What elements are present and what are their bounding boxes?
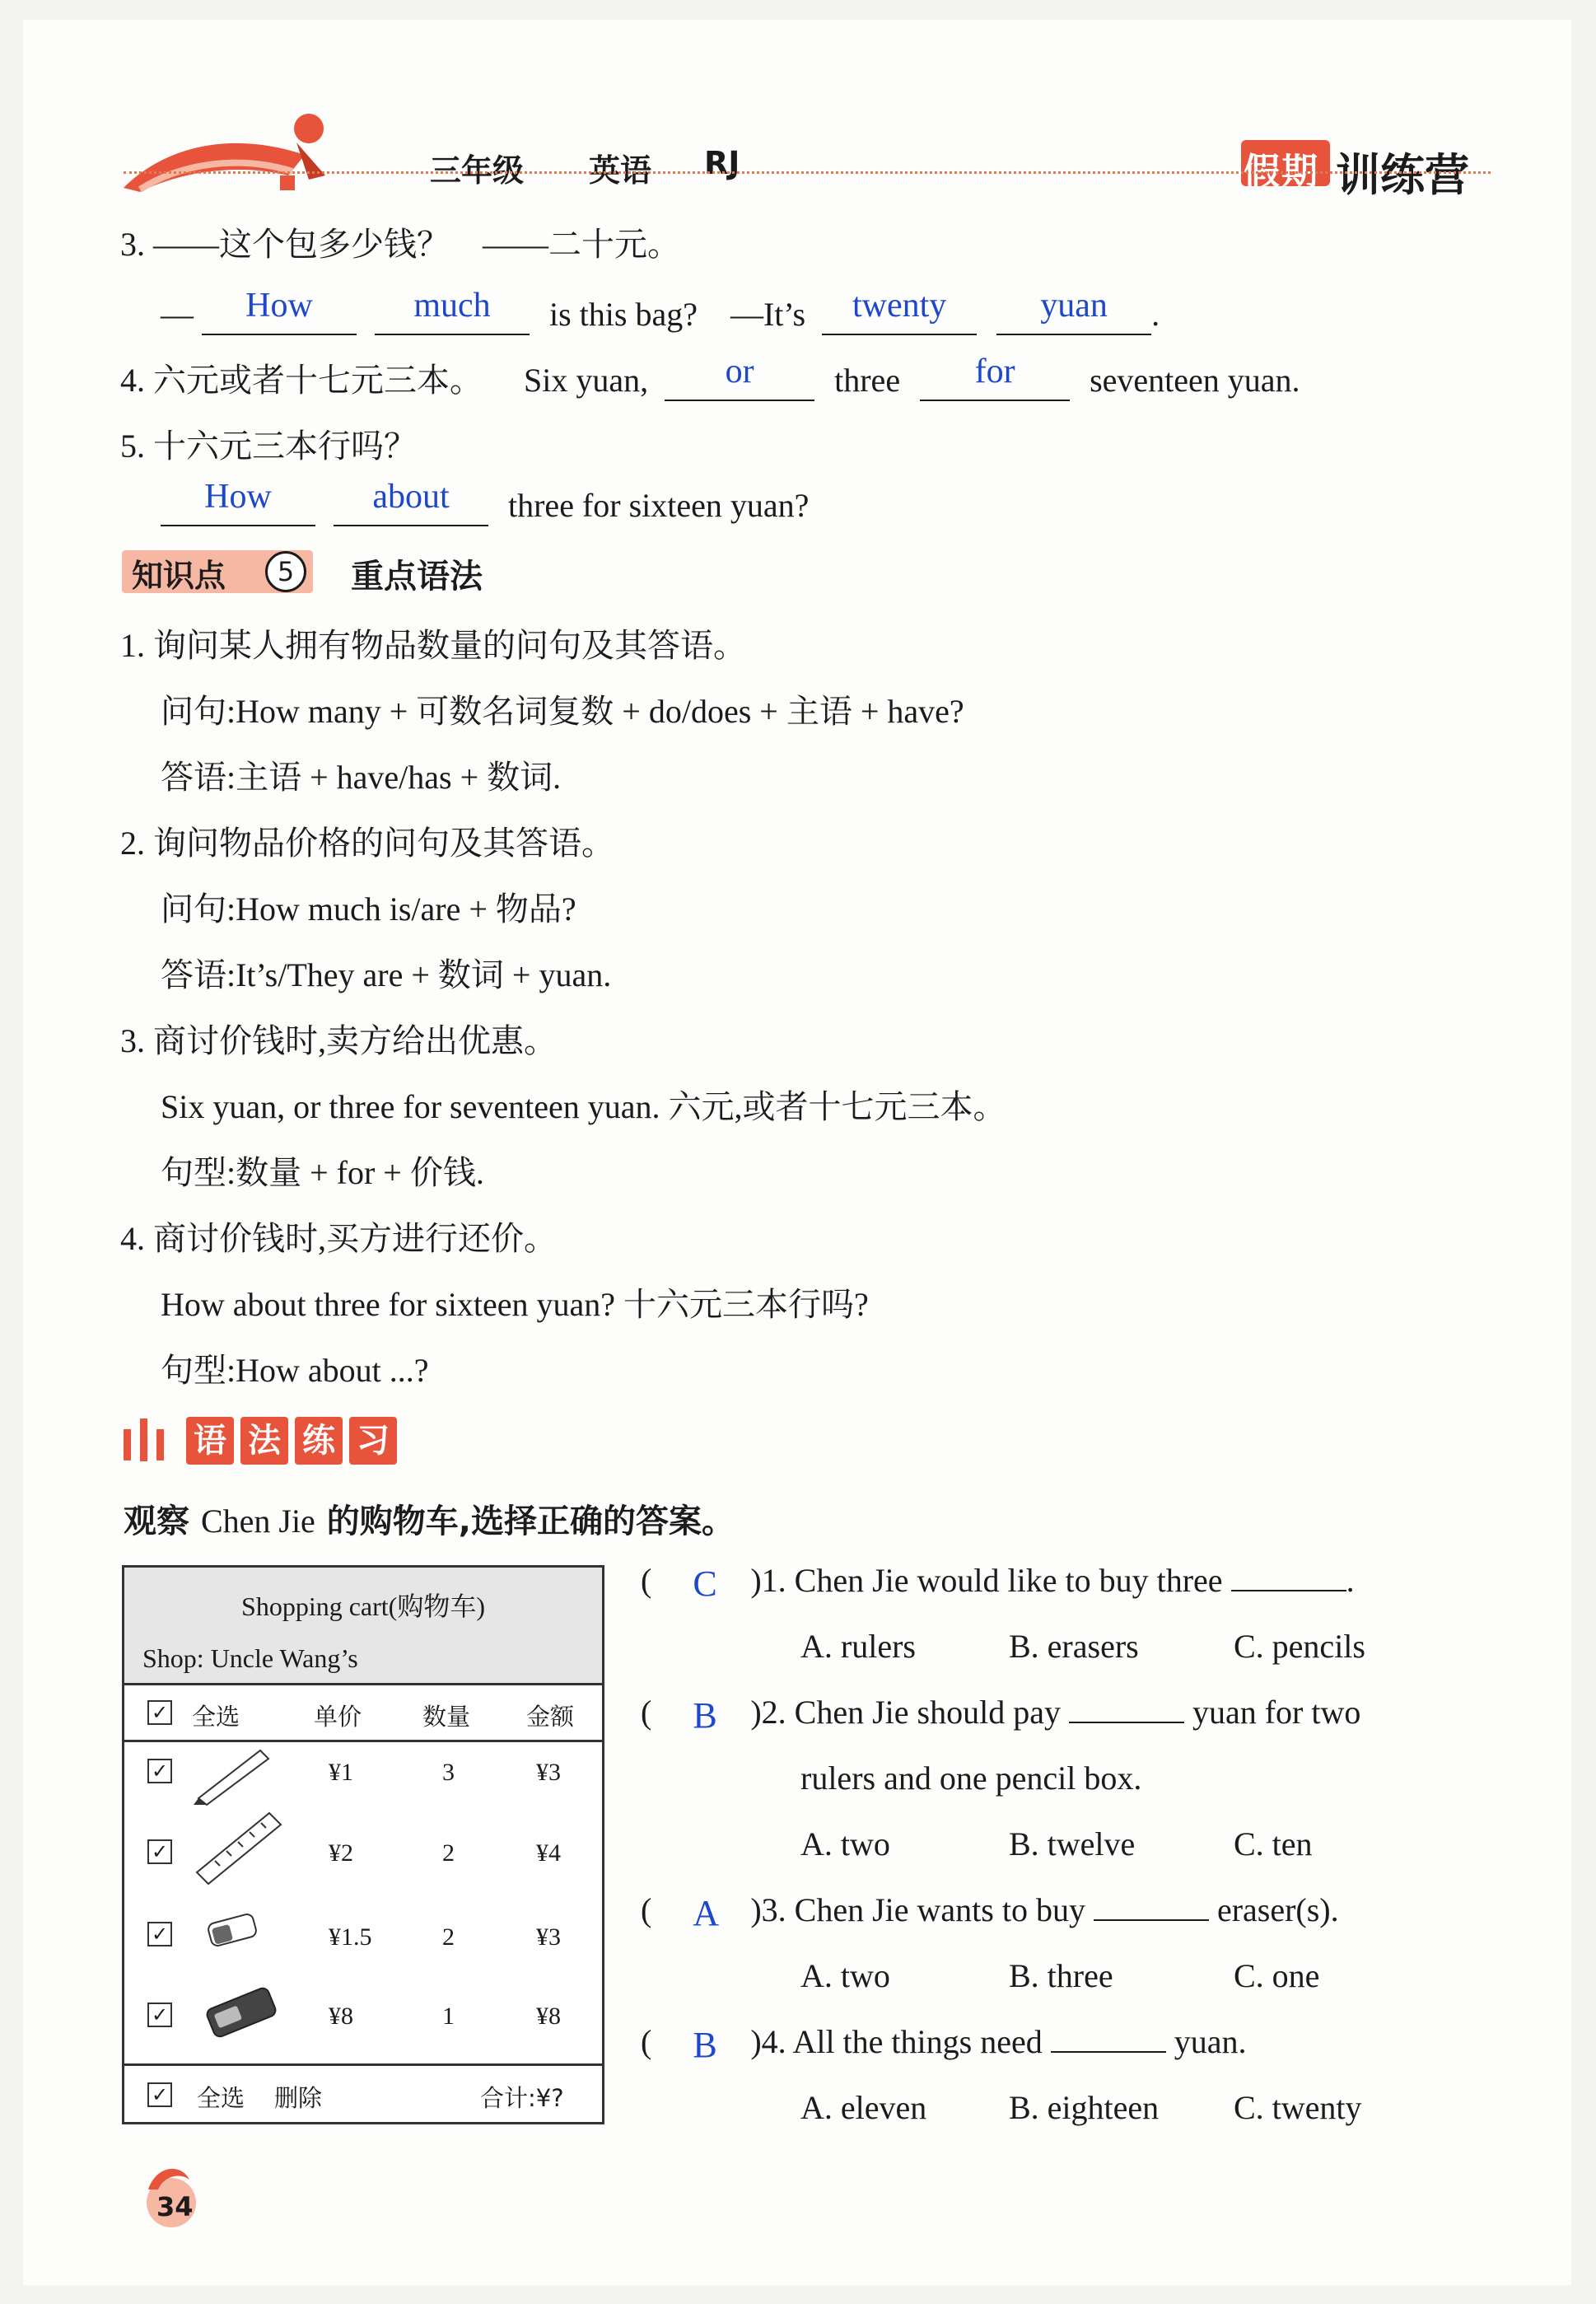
q4-line xyxy=(120,354,1300,401)
answer-slot xyxy=(651,1561,750,1604)
answer: yuan xyxy=(1040,287,1108,325)
question-4 xyxy=(641,2022,1247,2065)
question-text: yuan for two xyxy=(1192,1694,1361,1731)
instruction-name: Chen Jie xyxy=(200,1503,315,1540)
option: A. two xyxy=(800,1957,890,1994)
answer: B xyxy=(693,1695,717,1736)
dash: — xyxy=(161,296,194,333)
blank xyxy=(822,287,977,335)
kp-line: 句型:How about ...? xyxy=(161,1352,429,1389)
eraser-icon xyxy=(203,1907,268,1953)
answer: about xyxy=(372,478,450,516)
quantity: 3 xyxy=(442,1759,455,1786)
brand-title: 训练营 xyxy=(1336,149,1469,201)
cart-total: 合计:¥? xyxy=(480,2084,564,2112)
blank xyxy=(1069,1722,1184,1723)
answer: twenty xyxy=(852,287,947,325)
price: ¥1 xyxy=(329,1759,353,1786)
section-char: 习 xyxy=(349,1417,397,1465)
q3-english xyxy=(161,288,1160,335)
question-text: )3. Chen Jie wants to buy xyxy=(750,1891,1085,1928)
answer: B xyxy=(693,2025,717,2065)
price: ¥1.5 xyxy=(329,1923,372,1951)
cart-title: Shopping cart(购物车) xyxy=(241,1591,485,1621)
q3-chinese: 3. ——这个包多少钱？ ——二十元。 xyxy=(120,226,680,263)
answer: for xyxy=(974,353,1015,390)
answer: How xyxy=(245,287,313,325)
question-2 xyxy=(641,1693,1361,1736)
section-char: 练 xyxy=(295,1417,343,1465)
section-char: 语 xyxy=(186,1417,234,1465)
amount: ¥4 xyxy=(536,1839,561,1867)
cart-shop: Shop: Uncle Wang’s xyxy=(142,1643,358,1673)
q3-mid-text: is this bag? —It’s xyxy=(549,296,806,333)
pencil-icon xyxy=(190,1741,281,1806)
knowledge-title: 重点语法 xyxy=(351,558,483,596)
answer: much xyxy=(413,287,491,325)
item-checkbox[interactable]: ✓ xyxy=(147,1759,172,1783)
question-text: )4. All the things need xyxy=(750,2023,1043,2060)
option: B. three xyxy=(1009,1957,1113,1994)
knowledge-number: 5 xyxy=(265,551,306,592)
open-paren: ( xyxy=(641,2023,652,2060)
amount: ¥3 xyxy=(536,1759,561,1786)
question-text: )1. Chen Jie would like to buy three xyxy=(750,1562,1223,1599)
kp-line: How about three for sixteen yuan? 十六元三本行吗? xyxy=(161,1286,869,1323)
open-paren: ( xyxy=(641,1562,652,1599)
option: B. erasers xyxy=(1009,1628,1139,1665)
open-paren: ( xyxy=(641,1694,652,1731)
blank xyxy=(161,478,315,526)
column-qty: 数量 xyxy=(422,1703,471,1731)
kp-heading-3: 3. 商讨价钱时,卖方给出优惠。 xyxy=(120,1022,557,1059)
kp-line: Six yuan, or three for seventeen yuan. 六元,或者十七元三本。 xyxy=(161,1088,1006,1125)
q4-end: seventeen yuan. xyxy=(1090,362,1300,399)
option: C. pencils xyxy=(1234,1628,1365,1665)
answer: C xyxy=(693,1563,717,1604)
column-select-all: 全选 xyxy=(192,1703,240,1731)
practice-instruction xyxy=(124,1495,735,1542)
blank xyxy=(1231,1590,1346,1591)
blank xyxy=(665,353,814,401)
open-paren: ( xyxy=(641,1891,652,1928)
column-amount: 金额 xyxy=(526,1703,575,1731)
select-all-checkbox[interactable]: ✓ xyxy=(147,1700,172,1725)
blank xyxy=(334,478,488,526)
option: B. twelve xyxy=(1009,1825,1136,1862)
question-text: )2. Chen Jie should pay xyxy=(750,1694,1061,1731)
q4-mid: three xyxy=(834,362,901,399)
instruction-part: 的购物车,选择正确的答案。 xyxy=(326,1503,735,1540)
blank xyxy=(375,287,530,335)
page-number: 34 xyxy=(156,2191,194,2222)
question-1 xyxy=(641,1561,1355,1604)
quantity: 2 xyxy=(442,1923,455,1951)
amount: ¥3 xyxy=(536,1923,561,1951)
amount: ¥8 xyxy=(536,2003,561,2030)
cart-header xyxy=(124,1568,602,1685)
footer-select-all-checkbox[interactable]: ✓ xyxy=(147,2082,172,2107)
q5-end: three for sixteen yuan? xyxy=(508,487,810,524)
option: C. twenty xyxy=(1234,2089,1362,2126)
cart-columns xyxy=(124,1685,602,1742)
kp-line: 答语:It’s/They are + 数词 + yuan. xyxy=(161,956,612,993)
knowledge-label: 知识点 xyxy=(132,558,226,594)
delete-button[interactable]: 删除 xyxy=(274,2084,323,2112)
question-text: eraser(s). xyxy=(1216,1891,1339,1928)
item-checkbox[interactable]: ✓ xyxy=(147,2003,172,2027)
q4-pre: Six yuan, xyxy=(524,362,649,399)
blank xyxy=(1051,2051,1166,2053)
quantity: 1 xyxy=(442,2003,455,2030)
kp-line: 句型:数量 + for + 价钱. xyxy=(161,1154,484,1191)
edition-label: RJ xyxy=(704,145,740,181)
answer: How xyxy=(204,478,272,516)
q5-english xyxy=(161,478,810,526)
item-checkbox[interactable]: ✓ xyxy=(147,1839,172,1864)
option: A. eleven xyxy=(800,2089,927,2126)
item-checkbox[interactable]: ✓ xyxy=(147,1922,172,1946)
kp-heading-4: 4. 商讨价钱时,买方进行还价。 xyxy=(120,1220,557,1257)
kp-heading-2: 2. 询问物品价格的问句及其答语。 xyxy=(120,825,614,862)
question-3 xyxy=(641,1890,1339,1933)
answer-slot xyxy=(651,2022,750,2065)
kp-line: 答语:主语 + have/has + 数词. xyxy=(161,759,562,796)
grade-label: 三年级 xyxy=(430,152,525,189)
answer-slot xyxy=(651,1890,750,1933)
brand-highlight: 假期 xyxy=(1244,151,1319,193)
q5-chinese: 5. 十六元三本行吗？ xyxy=(120,428,417,465)
kp-line: 问句:How much is/are + 物品? xyxy=(161,890,576,928)
option: A. two xyxy=(800,1825,890,1862)
footer-select-all[interactable]: 全选 xyxy=(197,2084,245,2112)
header-divider xyxy=(124,171,1491,174)
answer: A xyxy=(693,1893,720,1933)
q4-chinese: 4. 六元或者十七元三本。 xyxy=(120,362,483,399)
subject-label: 英语 xyxy=(589,152,652,189)
ruler-icon xyxy=(190,1806,289,1889)
blank xyxy=(202,287,357,335)
blank xyxy=(1094,1919,1209,1921)
price: ¥8 xyxy=(329,2003,353,2030)
price: ¥2 xyxy=(329,1839,353,1867)
answer: or xyxy=(725,353,754,390)
cart-footer xyxy=(124,2063,602,2122)
mascot-logo xyxy=(115,97,362,196)
period: . xyxy=(1151,296,1160,333)
section-char: 法 xyxy=(240,1417,288,1465)
option: A. rulers xyxy=(800,1628,916,1665)
blank xyxy=(920,353,1070,401)
column-price: 单价 xyxy=(314,1703,362,1731)
option: C. ten xyxy=(1234,1825,1313,1862)
answer-slot xyxy=(651,1693,750,1736)
blank xyxy=(996,287,1151,335)
option: C. one xyxy=(1234,1957,1320,1994)
instruction-part: 观察 xyxy=(124,1503,189,1540)
kp-heading-1: 1. 询问某人拥有物品数量的问句及其答语。 xyxy=(120,627,746,664)
option: B. eighteen xyxy=(1009,2089,1160,2126)
pencil-box-icon xyxy=(197,1979,287,2045)
kp-line: 问句:How many + 可数名词复数 + do/does + 主语 + have? xyxy=(161,693,964,730)
question-2-continued: rulers and one pencil box. xyxy=(800,1760,1142,1797)
question-text: . xyxy=(1346,1562,1355,1599)
question-text: yuan. xyxy=(1174,2023,1247,2060)
quantity: 2 xyxy=(442,1839,455,1867)
shopping-cart xyxy=(122,1565,604,2124)
